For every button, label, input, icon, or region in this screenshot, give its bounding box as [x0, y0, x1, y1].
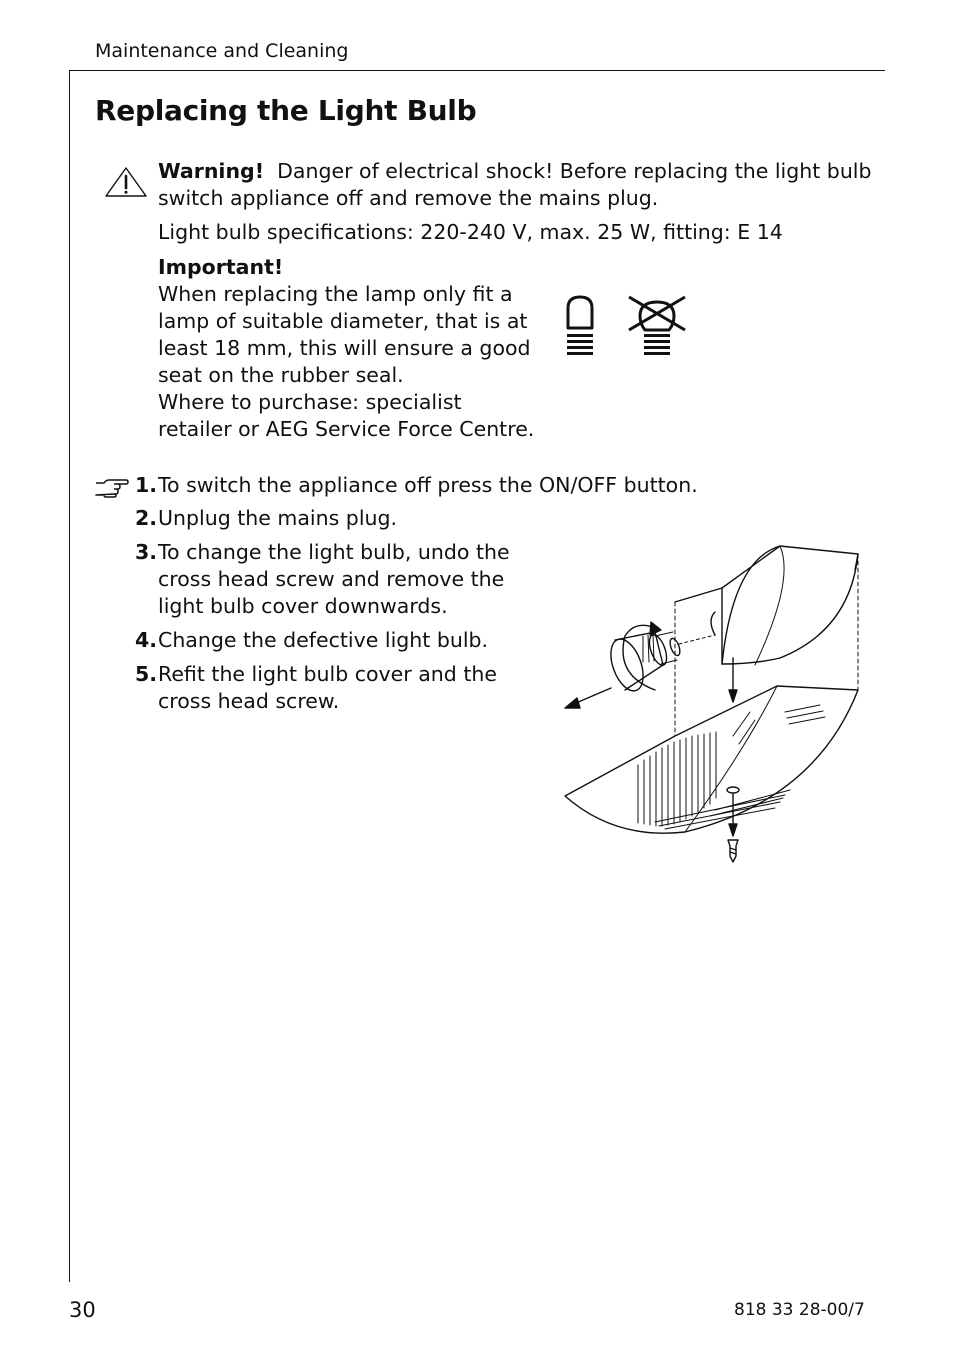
warning-line-1: Danger of electrical shock! Before replacing the light bulb	[277, 159, 872, 183]
pointing-hand-icon	[95, 478, 129, 498]
warning-label: Warning!	[158, 159, 265, 183]
important-line: seat on the rubber seal.	[158, 363, 404, 387]
important-line: least 18 mm, this will ensure a good	[158, 336, 531, 360]
document-code: 818 33 28-00/7	[734, 1300, 865, 1320]
step-line: light bulb cover downwards.	[158, 594, 448, 618]
step-line: To switch the appliance off press the ON/OFF button.	[158, 473, 698, 497]
step-line: cross head screw.	[158, 689, 340, 713]
step-line: cross head screw and remove the	[158, 567, 505, 591]
bulb-cover-illustration	[555, 540, 865, 870]
step-line: To change the light bulb, undo the	[158, 540, 510, 564]
step-text	[158, 661, 497, 715]
step-text	[158, 505, 397, 532]
step-text	[158, 539, 510, 620]
important-block	[158, 254, 534, 443]
crossed-light-bulb-icon	[626, 294, 688, 356]
header-rule	[69, 70, 885, 71]
warning-line-2: switch appliance off and remove the mains plug.	[158, 186, 659, 210]
page-title: Replacing the Light Bulb	[95, 94, 477, 127]
step-text	[158, 472, 698, 499]
important-line: Where to purchase: specialist	[158, 390, 462, 414]
step-number: 2.	[135, 506, 158, 530]
step-line: Unplug the mains plug.	[158, 506, 398, 530]
page-number: 30	[69, 1298, 96, 1322]
step-text	[158, 627, 488, 654]
bulb-specification: Light bulb specifications: 220-240 V, max. 25 W, fitting: E 14	[158, 220, 783, 244]
important-label: Important!	[158, 255, 284, 279]
light-bulb-icon	[560, 294, 600, 356]
important-line: retailer or AEG Service Force Centre.	[158, 417, 535, 441]
important-line: lamp of suitable diameter, that is at	[158, 309, 528, 333]
step-number: 1.	[135, 473, 158, 497]
warning-triangle-icon	[104, 166, 148, 198]
margin-rule	[69, 70, 70, 1282]
step-number: 3.	[135, 540, 158, 564]
step-line: Refit the light bulb cover and the	[158, 662, 497, 686]
step-number: 5.	[135, 662, 158, 686]
step-line: Change the defective light bulb.	[158, 628, 489, 652]
step-number: 4.	[135, 628, 158, 652]
warning-block	[158, 158, 872, 212]
section-header: Maintenance and Cleaning	[95, 40, 349, 62]
important-line: When replacing the lamp only fit a	[158, 282, 513, 306]
